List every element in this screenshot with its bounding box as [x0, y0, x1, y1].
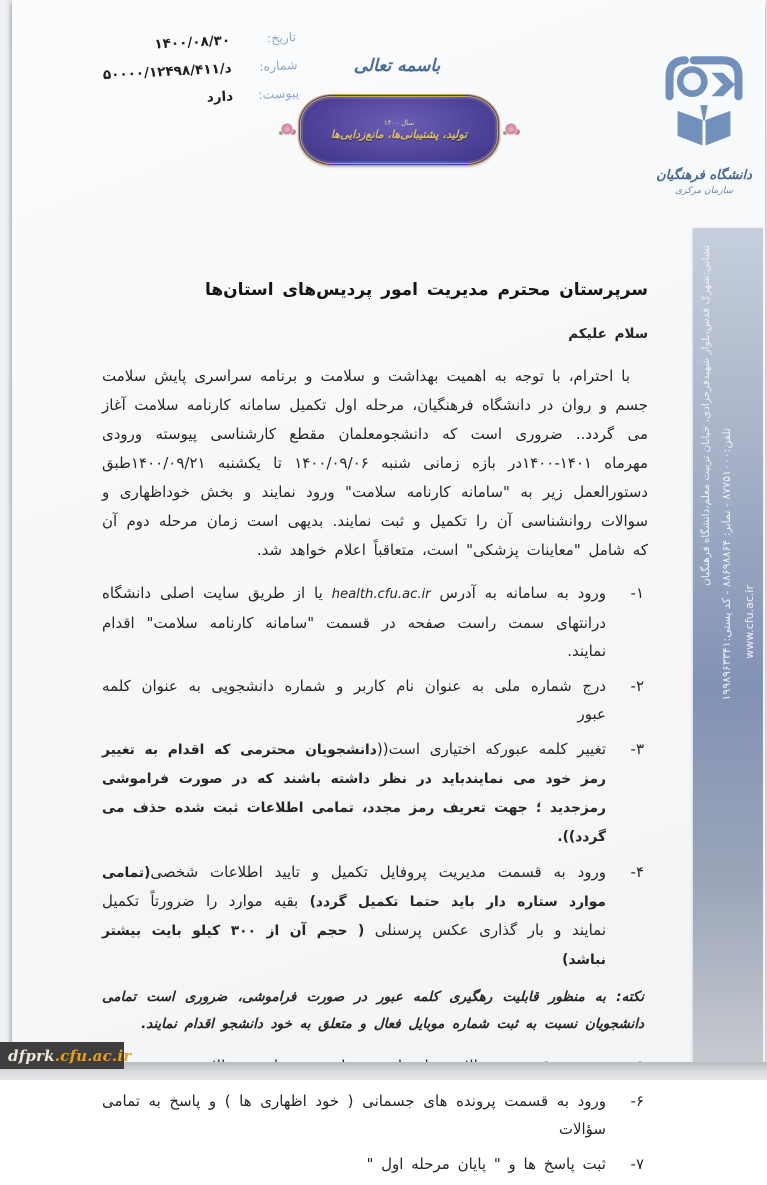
flower-ornament-icon — [281, 123, 293, 135]
website-vertical-text: www.cfu.ac.ir — [743, 585, 756, 659]
university-name-text: دانشگاه فرهنگیان — [656, 168, 752, 183]
recipient-heading: سرپرستان محترم مدیریت امور پردیس‌های استان‌ها — [204, 280, 648, 300]
intro-paragraph: با احترام، با توجه به اهمیت بهداشت و سلامت و برنامه سراسری پایش سلامت جسم و روان در دانشگاه فرهنگیان، مرحله اول تکمیل سامانه کارنامه سلامت آغاز می گردد.. ضروری است که دانشجومعلمان مقطع کارشناسی پیوسته ورودی مهرماه ۱۴۰۱-۱۴۰۰در بازه زمانی شنبه ۱۴۰۰/۰۹/۰۶ تا یکشنبه ۱۴۰۰/۰۹/۲۱طبق دستورالعمل زیر به "سامانه کارنامه سلامت" ورود نمایند و بخش خوداظهاری و سوالات روانشناسی آن را تکمیل و ثبت نمایند. بدیهی است زمان مرحله دوم آن که شامل "معاینات پزشکی" است، متعاقباً اعلام خواهد شد. — [102, 367, 648, 559]
year-slogan-emblem — [298, 94, 500, 166]
attachment-label: پیوست: — [257, 84, 300, 103]
flower-ornament-icon — [505, 123, 517, 135]
emblem-slogan-text: تولید، پشتیبانی‌ها، مانع‌زدایی‌ها — [330, 128, 468, 141]
note-paragraph: نکته: به منظور قابلیت رهگیری کلمه عبور در صورت فراموشی، ضروری است تمامی دانشجویان نسبت به ثبت شماره موبایل فعال و متعلق به خود دانشجو اقدام نمایند. — [102, 989, 644, 1032]
item-number: ۴- — [630, 863, 644, 881]
watermark-domain-text: .cfu.ac.ir — [54, 1046, 132, 1065]
salutation-text: سلام علیکم — [568, 326, 648, 342]
item-text: ورود به سامانه به آدرس health.cfu.ac.ir یا از طریق سایت اصلی دانشگاه درانتهای سمت راست صفحه در قسمت "سامانه کارنامه سلامت" اقدام نمایند. — [102, 584, 606, 660]
number-value: د/۵۰۰۰۰/۱۲۴۹۸/۴۱۱ — [102, 60, 233, 84]
meta-row-date — [28, 29, 296, 59]
basmala-text: باسمه تعالی — [353, 56, 441, 76]
list-item-2 — [102, 672, 648, 728]
address-vertical-text: نشانی:شهرک قدس،بلوار شهیدفرحزادی، خیابان تربیت معلم،دانشگاه فرهنگیان — [700, 245, 712, 586]
letter-page — [12, 0, 765, 1173]
list-item-3 — [102, 735, 648, 851]
item-text: ثبت پاسخ ها و " پایان مرحله اول " — [366, 1155, 606, 1173]
list-item-4 — [102, 858, 648, 974]
university-logo-icon — [660, 52, 748, 164]
watermark-badge — [0, 1042, 132, 1069]
item-text: ورود به قسمت پرونده های جسمانی ( خود اظهاری ها ) و پاسخ به تمامی سؤالات — [102, 1092, 606, 1138]
item-text: درج شماره ملی به عنوان نام کاربر و شماره دانشجویی به عنوان کلمه عبور — [102, 677, 606, 723]
meta-row-attachment — [31, 85, 299, 115]
item-number: ۱- — [630, 584, 644, 602]
organization-name-text: سازمان مرکزی — [675, 186, 733, 196]
meta-row-number — [29, 57, 297, 87]
list-item-1 — [102, 579, 648, 665]
item-text: تغییر کلمه عبورکه اختیاری است((دانشجویان محترمی که اقدام به تغییر رمز خود می نمایندباید در نظر داشته باشند که در صورت فراموشی رمزجدید ؛ جهت تعریف رمز مجدد، تمامی اطلاعات ثبت شده حذف می گردد)). — [102, 740, 606, 845]
item-number: ۷- — [630, 1155, 644, 1173]
item-text: ورود به قسمت مدیریت پروفایل تکمیل و تایید اطلاعات شخصی(تمامی موارد ستاره دار باید حتما تکمیل گردد) بقیه موارد را ضرورتاً تکمیل نمایند و بار گذاری عکس پرسنلی ( حجم آن از ۳۰۰ کیلو بایت بیشتر نباشد) — [102, 863, 607, 968]
date-label: تاریخ: — [266, 29, 297, 46]
date-value: ۱۴۰۰/۰۸/۳۰ — [154, 32, 231, 53]
item-number: ۶- — [630, 1092, 644, 1110]
emblem-year-text: سال ۱۴۰۰ — [383, 119, 415, 127]
list-item-6 — [102, 1087, 648, 1143]
letter-meta-block — [28, 29, 300, 127]
list-item-7 — [102, 1150, 648, 1178]
phone-fax-postal-vertical-text: تلفن:۸۷۷۵۱۰۰۰ - نمابر: ۸۸۶۹۸۸۶۴ - کد پستی:۱۹۹۸۹۶۳۳۴۱ — [720, 428, 733, 701]
letter-content — [102, 280, 648, 1185]
attachment-value: دارد — [206, 88, 234, 106]
watermark-prefix-text: dfprk — [8, 1046, 55, 1065]
university-logo — [644, 52, 764, 196]
number-label: شماره: — [258, 57, 298, 74]
item-number: ۳- — [630, 740, 644, 758]
item-number: ۲- — [630, 677, 644, 695]
